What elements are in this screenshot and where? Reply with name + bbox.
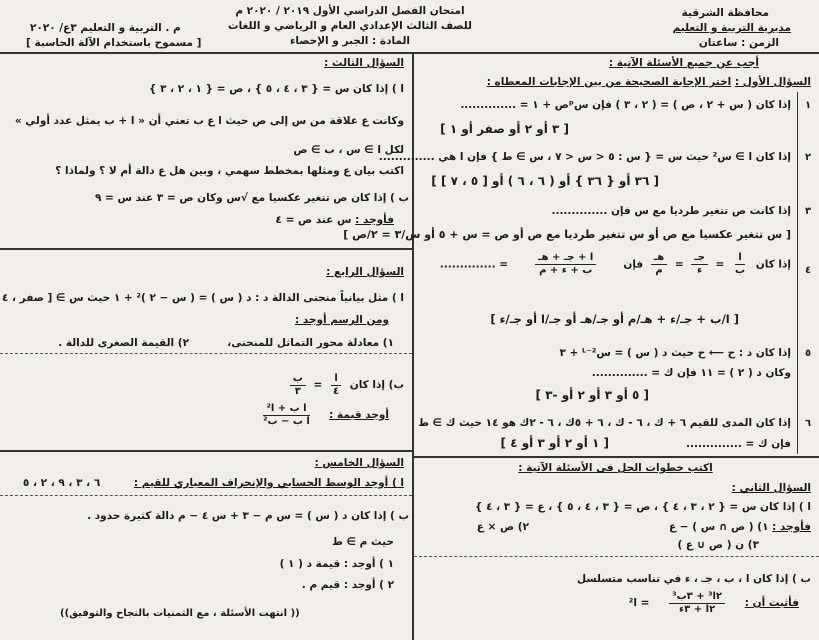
q2-title: السؤال الثاني : [731,482,811,494]
fraction: $\frac{\text{ا ب + ا²}}{\text{ا ب − ب²}}$ [263,402,310,427]
exam-grade: للصف الثالث الإعدادي العام و الرياضي و اللغات [228,20,472,32]
q3a-line2: وكانت ع علاقة من س إلى ص حيث ا ع ب تعني أن « ا + ب يمثل عدد أولي » [14,115,404,127]
q5b-line1: ب ) إذا كان د ( س ) = س م − ٣ + س ٤ − م دالة كثيرة حدود . [87,510,409,522]
q5b-part-2: ٢ ) أوجد : قيم م . [301,579,394,591]
q4b-line1: ب) إذا كان $\frac{\text{ا}}{٤}$ = $\frac{\text{ب}}{٣}$ [286,372,404,398]
q2a-find [669,520,811,534]
q5a-line [23,476,404,490]
q1-item-6-text2: فإن ك = .............. [685,438,791,450]
q1-header [487,75,811,89]
q4a-line1: ا ) مثل بيانياً منحنى الدالة د : د ( س ) = ( س − ٢ )² + ١ حيث س ∋ [ صفر ، ٤ [1,292,404,304]
q1-item-6-choices: [ ١ أو ٢ أو ٣ أو ٤ ] [500,436,609,450]
item-number: ٥ [805,348,812,359]
q1-item-1-text: إذا كان ( س + ٢ ، ص ) = ( ٢ ، ٣ ) فإن سᵖص + ١ = .............. [460,99,791,111]
dashed-divider [0,353,412,354]
q5b-part-1: ١ ) أوجد : قيمة د ( ١ ) [279,558,394,570]
q2a-part-1: ١) ( ص ∩ س ) − ع [668,521,769,533]
q5a-text: ا ) أوجد الوسط الحسابي والإنحراف المعياري للقيم : [133,477,404,489]
q5-title: السؤال الخامس : [314,457,404,469]
q4-title: السؤال الرابع : [326,266,404,278]
q2b-text: ب ) إذا كان ا ، ب ، جـ ، ء في تناسب متسلسل [576,573,811,585]
item-number: ٦ [805,418,812,429]
general-instruction: أجب عن جميع الأسئلة الآتية : [608,57,759,69]
if-label: إذا كان [755,258,791,271]
governorate: محافظة الشرقية [681,7,769,19]
q3b-find [276,213,394,227]
section-divider [0,450,412,452]
item-number: ٣ [805,206,812,217]
q1-item-5-choices: [ ٥ أو ٣ أو ٢ أو -٣ ] [535,388,649,402]
q2a-text: ا ) إذا كان س = { ٢ ، ٣ ، ٤ } ، ص = { ٣ ، ٤ ، ٥ } ، ع = { ٣ ، ٤ } [474,501,811,513]
fraction: $\frac{\text{ا}}{٤}$ [332,372,340,397]
q1-item-4-text: إذا كان $\frac{\text{ا}}{\text{ب}}$ = $\frac{\text{جـ}}{\text{ء}}$ = $\frac{\text{هـ}}{\text{م}}$ فإن $\frac{\text{ا + جـ + هـ}}{\text{ب + ء + م}}$ = .............. [439,252,791,276]
q3-title: السؤال الثالث : [324,57,404,69]
q1-item-3-text: إذا كانت ص تتغير طرديا مع س فإن .............. [551,205,791,217]
q1-item-3-choices: [ س تتغير عكسيا مع ص أو س تتغير طرديا مع ص أو ص = س + ٥ أو س/٣ = ٢/ص ] [343,228,791,241]
find-label: فأوجد : [355,214,394,226]
fraction: $\frac{\text{ب}}{٣}$ [290,373,306,398]
q1-instruction: اختر الإجابة الصحيحة من بين الإجابات المعطاه : [486,76,732,88]
q1-item-6-text: إذا كان المدى للقيم ٦ + ك ، ٦ - ك ، ٦ + ٥ك ، ٦ - ٢ك هو ١٤ حيث ك ∋ ط [418,417,791,429]
find-label: أوجد قيمة : [329,409,389,421]
fraction: $\frac{\text{جـ}}{\text{ء}}$ [691,252,708,277]
q1-item-1-choices: [ ٣ أو ٢ أو صفر أو ١ ] [440,122,569,136]
header-divider [0,52,819,54]
q3a-line1: ا ) إذا كان س = { ٣ ، ٤ ، ٥ } ، ص = { ١ ، ٢ ، ٣ } [148,83,404,95]
numbers-divider [797,92,798,454]
exam-title: امتحان الفصل الدراسي الأول ٢٠١٩ / ٢٠٢٠ م [235,5,465,17]
q4a-part-2: ٢) القيمة الصغرى للدالة . [58,337,189,349]
q3a-line4: اكتب بيان ع ومثلها بمخطط سهمي ، وبين هل ع دالة أم لا ؟ ولماذا ؟ [55,165,404,177]
calculator-note: [ مسموح باستخدام الآلة الحاسبة ] [26,37,202,49]
item-number: ٤ [805,265,812,276]
answer-blank: = .............. [439,258,509,271]
q4a-part-1: ١) معادلة محور التماثل للمنحنى، [227,337,394,349]
fraction: $\frac{\text{هـ}}{\text{م}}$ [651,252,667,277]
q3a-line3: لكل ا ∋ س ، ب ∋ ص [293,144,404,156]
q5b-line2: حيث م ∋ ط [332,536,394,548]
directorate: مديرية التربية و التعليم [672,22,791,34]
if-label: ب) إذا كان [349,379,404,391]
q2a-part-2: ٢) ص × ع [476,521,529,533]
item-number: ٢ [805,152,812,163]
dashed-divider [0,495,412,496]
q3b-line1: ب ) إذا كان ص تتغير عكسيا مع √س وكان ص = ٣ عند س = ٩ [94,192,409,204]
header-left-line: م . التربية و التعليم ٣ع/ ٢٠٢٠ [30,22,181,34]
q1-item-5-text: إذا كان د : ح ⟵ ح حيث د ( س ) = سᴸ⁻² + ٣ [559,347,791,359]
then-label: فإن [623,258,644,271]
exam-time: الزمن : ساعتان [698,37,779,49]
q4a-line2: ومن الرسم أوجد : [294,314,389,326]
q2b-prove [629,590,799,616]
fraction: $\frac{\text{ا + جـ + هـ}}{\text{ب + ء + م}}$ [516,252,616,277]
fraction: $\frac{\text{٢ا³ + ٣ب³}}{\text{٢ا + ٣ء}}$ [657,591,737,616]
steps-heading: اكتب خطوات الحل فى الأسئلة الآتية : [518,462,713,474]
q1-title: السؤال الأول : [734,76,811,88]
q2a-part-3: ٣) ن ( ص ∪ ع ) [677,539,759,551]
rhs: = ا² [628,597,650,609]
q1-item-2-text: إذا كان ا ∋ س² حيث س = { س : ٥ < س < ٧ ، س ∋ ط } فإن ا هي .............. [378,151,791,163]
dashed-divider [414,556,819,557]
q1-item-4-choices: [ ا/ب + جـ/ء + هـ/م أو جـ/هـ أو جـ/ا أو جـ/ء ] [490,312,739,326]
column-divider [412,52,414,640]
item-number: ١ [805,100,812,111]
q3b-target: س عند ص = ٤ [275,214,352,226]
prove-label: فأثبت أن : [744,597,799,609]
q1-item-5-text2: وكان د ( ٢ ) = ١١ فإن ك = .............. [591,367,791,379]
find-label: فأوجد : [772,521,811,533]
section-divider [412,456,819,458]
q1-item-2-choices: [ ٣٦ أو { ٣٦ } أو ( ٦ ، ٦ ) أو [ ٥ ، ٧ ] ] [431,174,659,188]
fraction: $\frac{\text{ا}}{\text{ب}}$ [735,252,746,276]
section-divider [0,248,412,250]
closing-note: (( انتهت الأسئلة ، مع التمنيات بالنجاح والتوفيق)) [60,608,300,619]
q5a-values: ٦ ، ٣ ، ٩ ، ٢ ، ٥ [22,477,101,489]
exam-subject: المادة : الجبر و الإحصاء [289,35,411,47]
q4b-find [248,402,390,428]
